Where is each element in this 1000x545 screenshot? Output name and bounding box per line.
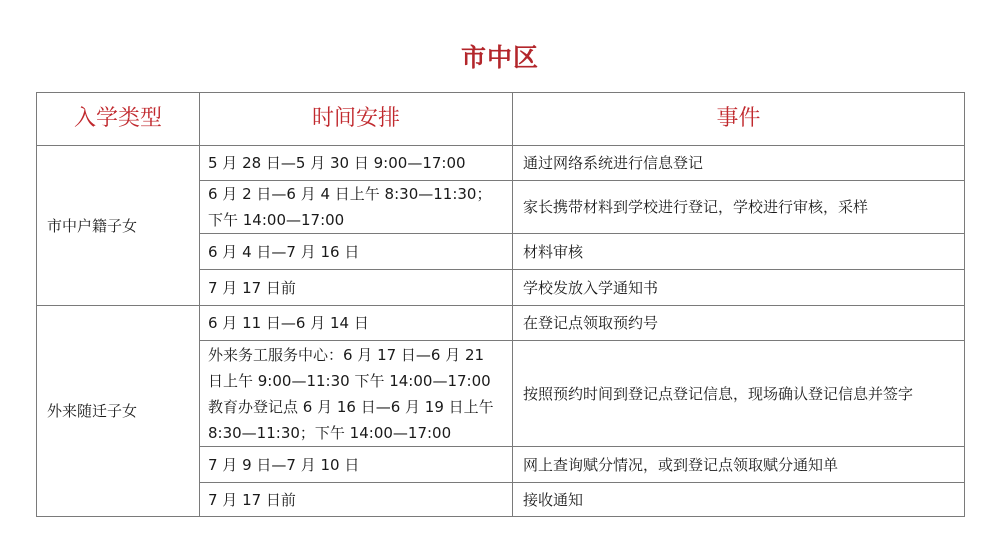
time-line: 7 月 17 日前 xyxy=(208,278,296,297)
time-line: 下午 14:00—17:00 xyxy=(208,211,345,229)
time-cell xyxy=(200,181,513,234)
header-enrollment-type: 入学类型 xyxy=(37,93,200,146)
event-cell: 材料审核 xyxy=(513,234,965,270)
category-cell: 外来随迁子女 xyxy=(37,306,200,517)
time-line: 6 月 2 日—6 月 4 日上午 8:30—11:30； xyxy=(208,185,492,203)
event-cell: 按照预约时间到登记点登记信息，现场确认登记信息并签字 xyxy=(513,341,965,447)
time-line: 教育办登记点 6 月 16 日—6 月 19 日上午 xyxy=(208,397,494,416)
category-cell: 市中户籍子女 xyxy=(37,146,200,306)
schedule-table xyxy=(36,92,965,517)
time-cell xyxy=(200,270,513,306)
time-line: 日上午 9:00—11:30 下午 14:00—17:00 xyxy=(208,371,491,390)
time-line: 6 月 4 日—7 月 16 日 xyxy=(208,242,360,261)
time-cell xyxy=(200,306,513,341)
time-cell xyxy=(200,234,513,270)
page-title: 市中区 xyxy=(460,43,539,72)
event-cell: 接收通知 xyxy=(513,483,965,517)
header-event: 事件 xyxy=(513,93,965,146)
time-line: 5 月 28 日—5 月 30 日 9:00—17:00 xyxy=(208,154,466,172)
time-line: 7 月 17 日前 xyxy=(208,490,296,509)
time-line: 7 月 9 日—7 月 10 日 xyxy=(208,455,360,474)
time-line: 6 月 11 日—6 月 14 日 xyxy=(208,314,369,332)
event-cell: 通过网络系统进行信息登记 xyxy=(513,146,965,181)
event-cell: 网上查询赋分情况，或到登记点领取赋分通知单 xyxy=(513,447,965,483)
event-cell: 学校发放入学通知书 xyxy=(513,270,965,306)
time-cell xyxy=(200,483,513,517)
time-cell xyxy=(200,447,513,483)
table-row xyxy=(37,306,965,341)
time-cell xyxy=(200,146,513,181)
table-row xyxy=(37,146,965,181)
time-cell xyxy=(200,341,513,447)
table-header-row xyxy=(37,93,965,146)
event-cell: 家长携带材料到学校进行登记，学校进行审核，采样 xyxy=(513,181,965,234)
time-line: 8:30—11:30；下午 14:00—17:00 xyxy=(208,423,452,442)
time-line: 外来务工服务中心：6 月 17 日—6 月 21 xyxy=(208,345,485,364)
header-schedule: 时间安排 xyxy=(200,93,513,146)
event-cell: 在登记点领取预约号 xyxy=(513,306,965,341)
